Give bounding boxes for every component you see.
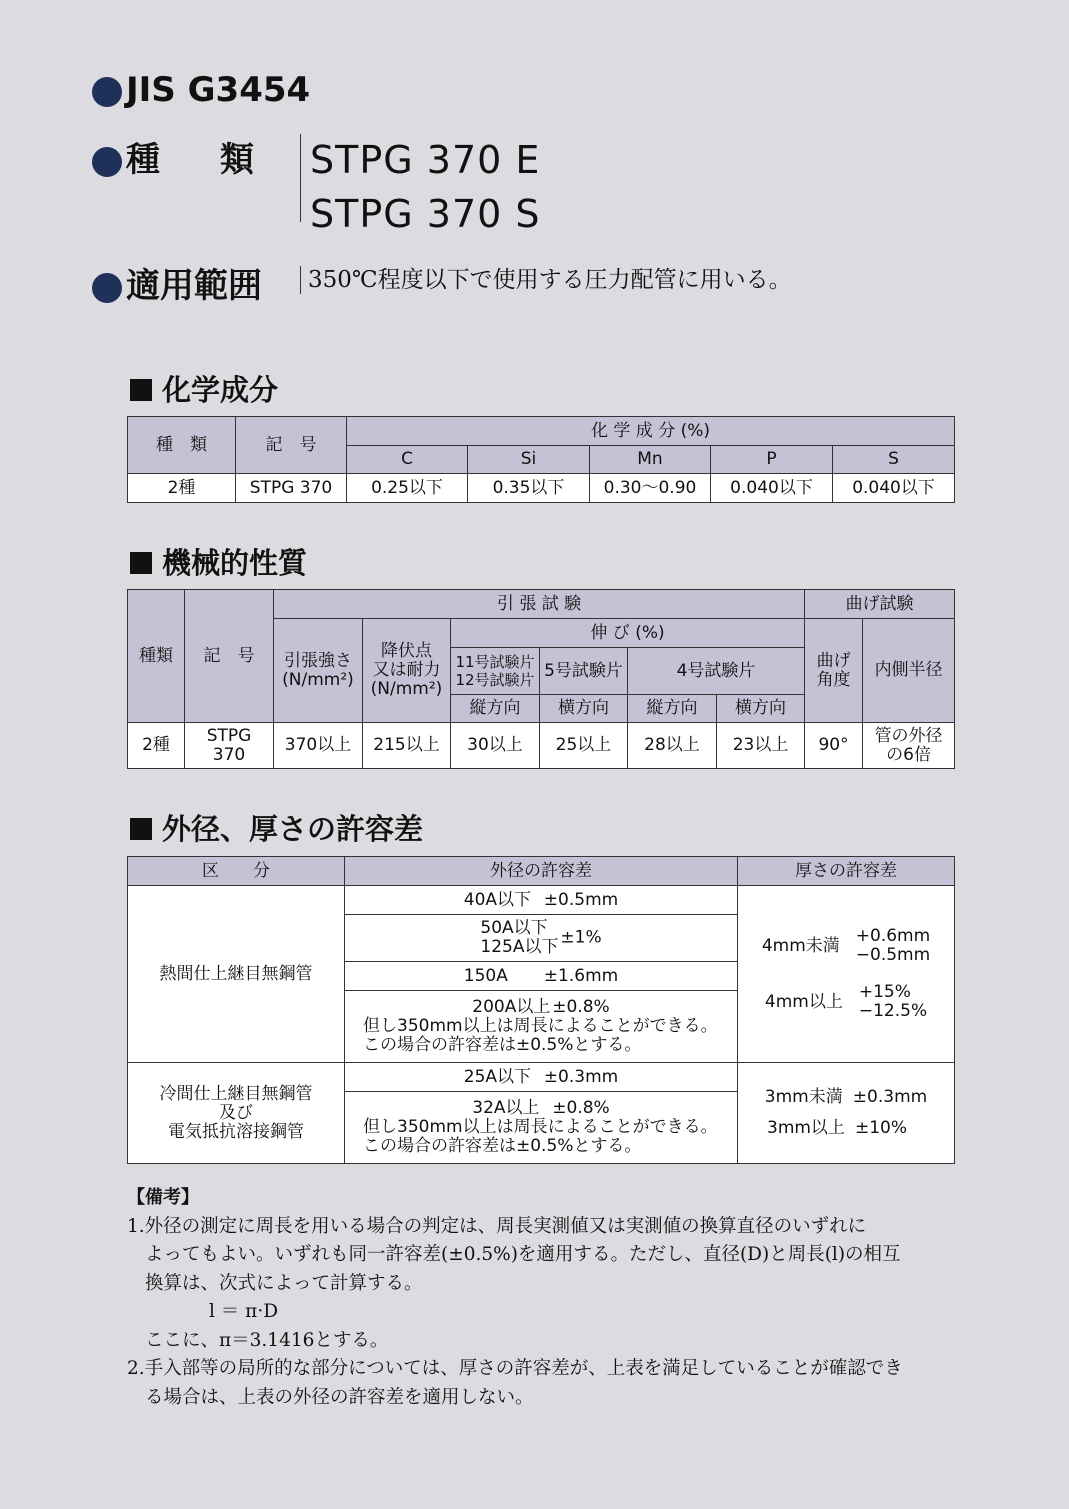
table-cell: 25以上	[540, 723, 628, 769]
table-cell: 0.040以下	[833, 474, 955, 503]
col-header: 種 類	[128, 417, 236, 474]
col-header: 曲げ試験	[805, 590, 955, 619]
col-header: 11号試験片 12号試験片	[451, 648, 540, 695]
table-cell: 50A以下 125A以下 ±1%	[345, 915, 738, 962]
hot-thickness-cell: 4mm未満 +0.6mm −0.5mm 4mm以上 +15% −12.5%	[738, 886, 955, 1063]
table-cell: 0.30〜0.90	[590, 474, 711, 503]
note-line: ここに、π＝3.1416とする。	[145, 1329, 389, 1351]
table-row	[128, 474, 955, 503]
col-header: C	[347, 446, 468, 474]
table-cell: 32A以上 ±0.8% 但し350mm以上は周長によることができる。 この場合の許容差は±0.5%とする。	[345, 1092, 738, 1164]
col-header: 化 学 成 分 (%)	[347, 417, 955, 446]
col-header: 引 張 試 験	[274, 590, 805, 619]
col-header: 記 号	[185, 590, 274, 723]
note-line: 2.手入部等の局所的な部分については、厚さの許容差が、上表を満足していることが確認でき	[127, 1358, 903, 1379]
standard-heading: JIS G3454	[92, 70, 310, 110]
table-cell: 25A以下 ±0.3mm	[345, 1063, 738, 1092]
note-line: 1.外径の測定に周長を用いる場合の判定は、周長実測値又は実測値の換算直径のいずれに	[127, 1215, 867, 1237]
table-cell: 40A以下 ±0.5mm	[345, 886, 738, 915]
scope-heading: 適用範囲	[92, 266, 262, 306]
col-header: 区 分	[128, 857, 345, 886]
class-cold: 冷間仕上継目無鋼管 及び 電気抵抗溶接鋼管	[128, 1063, 345, 1164]
bullet-icon	[92, 273, 122, 303]
notes-title: 【備考】	[127, 1187, 199, 1208]
table-cell: 150A ±1.6mm	[345, 962, 738, 991]
note-line: 換算は、次式によって計算する。	[145, 1272, 423, 1294]
table-row	[128, 1063, 955, 1092]
table-cell: 2種	[128, 723, 185, 769]
bullet-icon	[92, 77, 122, 107]
col-header: 横方向	[540, 695, 628, 723]
cold-thickness-cell: 3mm未満 ±0.3mm 3mm以上 ±10%	[738, 1063, 955, 1164]
divider	[300, 266, 301, 294]
table-cell: 23以上	[717, 723, 805, 769]
col-header: 縦方向	[451, 695, 540, 723]
chem-table	[127, 416, 955, 503]
col-header: 引張強さ (N/mm²)	[274, 619, 363, 723]
table-cell: 2種	[128, 474, 236, 503]
col-header: P	[711, 446, 833, 474]
chem-section-title: 化学成分	[130, 373, 278, 407]
class-hot: 熱間仕上継目無鋼管	[128, 886, 345, 1063]
col-header: Si	[468, 446, 590, 474]
table-cell: STPG 370	[185, 723, 274, 769]
col-header: 4号試験片	[628, 648, 805, 695]
note-line: よってもよい。いずれも同一許容差(±0.5%)を適用する。ただし、直径(D)と周長(l)の相互	[145, 1244, 901, 1265]
square-icon	[130, 818, 152, 840]
col-header: S	[833, 446, 955, 474]
table-cell: 0.35以下	[468, 474, 590, 503]
col-header: 5号試験片	[540, 648, 628, 695]
tol-section-title: 外径、厚さの許容差	[130, 812, 423, 846]
kind-heading: 種 類	[92, 140, 254, 180]
table-cell: STPG 370	[236, 474, 347, 503]
tolerance-table	[127, 856, 955, 1164]
col-header: Mn	[590, 446, 711, 474]
col-header: 厚さの許容差	[738, 857, 955, 886]
bullet-icon	[92, 147, 122, 177]
col-header: 横方向	[717, 695, 805, 723]
table-cell: 0.040以下	[711, 474, 833, 503]
mech-table	[127, 589, 955, 769]
square-icon	[130, 552, 152, 574]
table-cell: 370以上	[274, 723, 363, 769]
scope-text: 350℃程度以下で使用する圧力配管に用いる。	[308, 267, 792, 293]
col-header: 種類	[128, 590, 185, 723]
table-cell: 0.25以下	[347, 474, 468, 503]
grade-s: STPG 370 S	[310, 192, 541, 236]
table-row	[128, 723, 955, 769]
table-cell: 30以上	[451, 723, 540, 769]
table-cell: 215以上	[363, 723, 451, 769]
table-cell: 200A以上 ±0.8% 但し350mm以上は周長によることができる。 この場合の許容差は±0.5%とする。	[345, 991, 738, 1063]
col-header: 記 号	[236, 417, 347, 474]
col-header: 伸 び (%)	[451, 619, 805, 648]
formula: l ＝ π·D	[209, 1301, 279, 1322]
square-icon	[130, 379, 152, 401]
notes	[127, 1184, 957, 1412]
table-row	[128, 886, 955, 915]
col-header: 内側半径	[863, 619, 955, 723]
table-cell: 管の外径 の6倍	[863, 723, 955, 769]
mech-section-title: 機械的性質	[130, 546, 307, 580]
col-header: 降伏点 又は耐力 (N/mm²)	[363, 619, 451, 723]
grade-e: STPG 370 E	[310, 138, 541, 182]
divider	[300, 134, 301, 222]
col-header: 縦方向	[628, 695, 717, 723]
col-header: 外径の許容差	[345, 857, 738, 886]
table-cell: 90°	[805, 723, 863, 769]
table-cell: 28以上	[628, 723, 717, 769]
col-header: 曲げ 角度	[805, 619, 863, 723]
note-line: る場合は、上表の外径の許容差を適用しない。	[145, 1386, 534, 1408]
